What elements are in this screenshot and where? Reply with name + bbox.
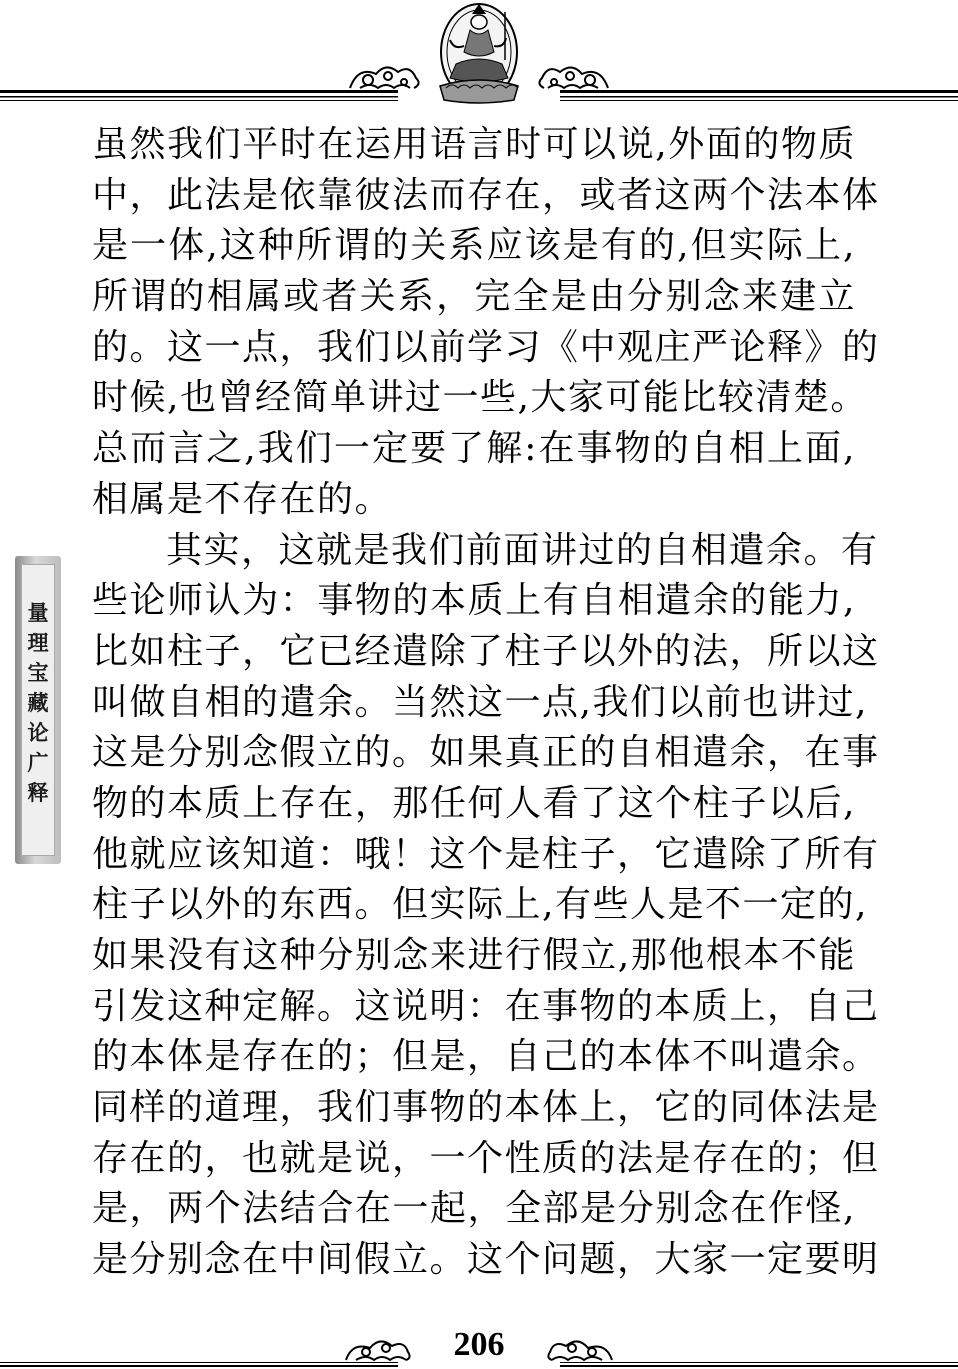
- text-line: 引发这种定解。这说明：在事物的本质上，自己: [92, 985, 880, 1027]
- text-line: 柱子以外的东西。但实际上,有些人是不一定的,: [92, 884, 868, 926]
- text-line: 虽然我们平时在运用语言时可以说,外面的物质: [92, 124, 856, 165]
- text-line: 存在的，也就是说，一个性质的法是存在的；但: [92, 1137, 880, 1179]
- header-ornament: [0, 0, 958, 112]
- text-line: 这是分别念假立的。如果真正的自相遣余，在事: [92, 732, 880, 774]
- text-line: 些论师认为：事物的本质上有自相遣余的能力,: [92, 580, 856, 622]
- text-line-paragraph-start: 其实，这就是我们前面讲过的自相遣余。有: [166, 529, 879, 571]
- side-title-char: 藏: [27, 690, 49, 715]
- side-title-char: 释: [27, 780, 49, 805]
- side-title-tab: [15, 556, 61, 864]
- text-line: 的。这一点，我们以前学习《中观庄严论释》的: [92, 326, 880, 368]
- text-line: 的本体是存在的；但是，自己的本体不叫遣余。: [92, 1036, 880, 1078]
- text-line: 中，此法是依靠彼法而存在，或者这两个法本体: [92, 174, 880, 216]
- text-line: 所谓的相属或者关系，完全是由分别念来建立: [92, 276, 856, 318]
- text-line: 如果没有这种分别念来进行假立,那他根本不能: [92, 935, 856, 976]
- body-text: [92, 120, 880, 1286]
- side-title-text: [28, 598, 49, 808]
- text-line: 是一体,这种所谓的关系应该是有的,但实际上,: [92, 225, 856, 267]
- side-title-char: 广: [27, 750, 49, 775]
- text-line: 时候,也曾经简单讲过一些,大家可能比较清楚。: [92, 377, 868, 419]
- text-line: 是分别念在中间假立。这个问题，大家一定要明: [92, 1239, 880, 1281]
- side-title-char: 量: [27, 600, 49, 625]
- side-title-char: 论: [27, 720, 49, 745]
- text-line: 总而言之,我们一定要了解:在事物的自相上面,: [92, 428, 856, 470]
- deity-figure-icon: [440, 4, 518, 103]
- side-title-char: 宝: [27, 660, 49, 685]
- text-line: 同样的道理，我们事物的本体上，它的同体法是: [92, 1087, 880, 1129]
- side-title-char: 理: [27, 630, 49, 655]
- text-line: 相属是不存在的。: [92, 478, 393, 520]
- page-number: 206: [453, 1326, 505, 1363]
- text-line: 是，两个法结合在一起，全部是分别念在作怪,: [92, 1188, 856, 1230]
- text-line: 他就应该知道：哦！这个是柱子，它遣除了所有: [92, 833, 880, 875]
- text-line: 物的本质上存在，那任何人看了这个柱子以后,: [92, 782, 856, 824]
- text-line: 比如柱子，它已经遣除了柱子以外的法，所以这: [92, 630, 880, 672]
- cloud-scroll-right-icon: [539, 67, 608, 88]
- text-line: 叫做自相的遣余。当然这一点,我们以前也讲过,: [92, 681, 868, 723]
- cloud-scroll-left-icon: [350, 67, 419, 88]
